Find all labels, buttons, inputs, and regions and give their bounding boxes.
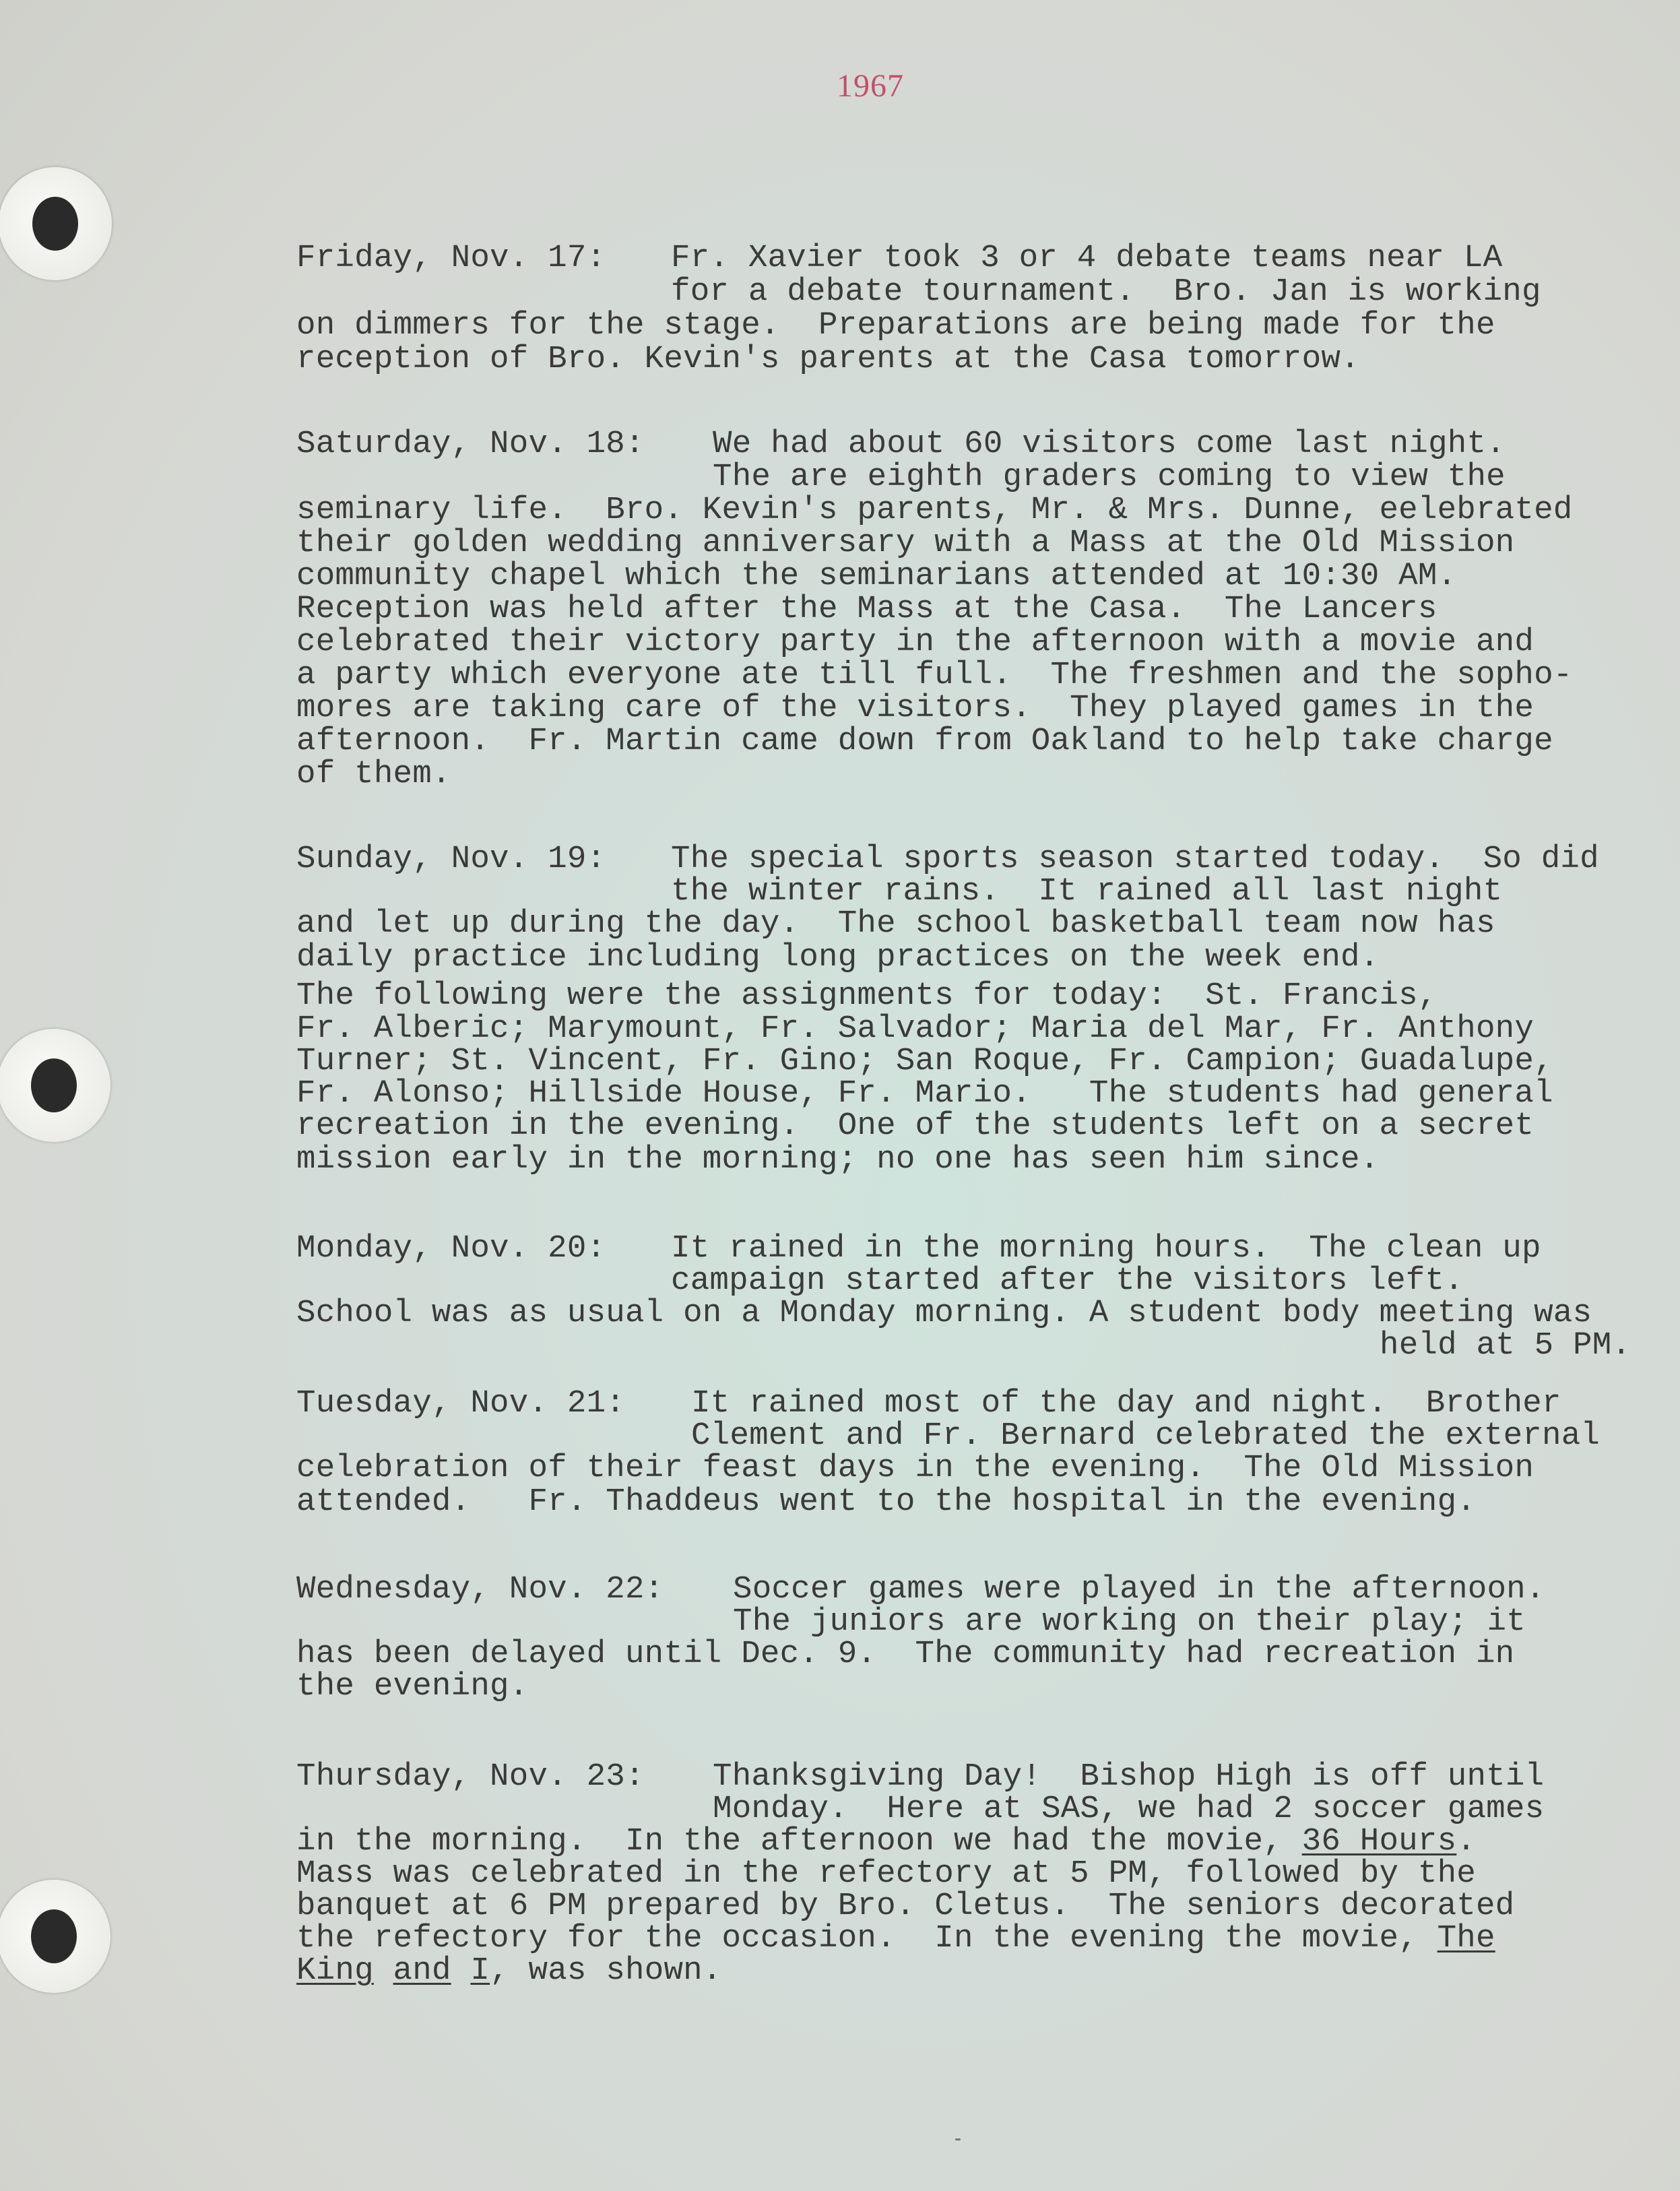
year-heading: 1967	[837, 68, 904, 104]
entry-body-line: of them.	[296, 756, 451, 792]
entry-body-line: in the morning. In the afternoon we had the movie, 36 Hours.	[296, 1823, 1477, 1860]
movie-title-word: The	[1437, 1920, 1495, 1957]
entry-first-line: We had about 60 visitors come last night.	[713, 426, 1506, 462]
entry-body-line: a party which everyone ate till full. The freshmen and the sopho-	[296, 657, 1573, 693]
entry-body-line: daily practice including long practices on the week end.	[296, 939, 1380, 976]
entry-second-line: The are eighth graders coming to view the	[713, 459, 1506, 495]
entry-date: Thursday, Nov. 23:	[296, 1758, 645, 1795]
entry-body-line: banquet at 6 PM prepared by Bro. Cletus. The seniors decorated	[296, 1888, 1515, 1924]
entry-body-line: reception of Bro. Kevin's parents at the Casa tomorrow.	[296, 341, 1360, 377]
binder-hole-top	[0, 167, 112, 280]
binder-hole-middle	[0, 1029, 110, 1142]
entry-second-line: The juniors are working on their play; it	[733, 1603, 1526, 1640]
entry-date: Friday, Nov. 17:	[296, 240, 606, 276]
entry-date: Wednesday, Nov. 22:	[296, 1571, 664, 1608]
entry-body-line: the evening.	[296, 1668, 529, 1705]
entry-body-line: The following were the assignments for today: St. Francis,	[296, 978, 1437, 1014]
entry-body-line: recreation in the evening. One of the students left on a secret	[296, 1108, 1534, 1144]
entry-second-line: the winter rains. It rained all last night	[671, 873, 1503, 910]
entry-body-line	[296, 1922, 1495, 1955]
entry-date: Tuesday, Nov. 21:	[296, 1385, 625, 1422]
entry-body-text: the refectory for the occasion. In the evening the movie,	[296, 1920, 1418, 1957]
movie-title-36-hours: 36 Hours	[1301, 1823, 1457, 1860]
entry-body-line: and let up during the day. The school basketball team now has	[296, 906, 1495, 942]
entry-first-line: It rained in the morning hours. The clean up	[671, 1230, 1541, 1267]
entry-body-line: School was as usual on a Monday morning. A student body meeting was	[296, 1295, 1592, 1331]
entry-body-line: Fr. Alberic; Marymount, Fr. Salvador; Maria del Mar, Fr. Anthony	[296, 1011, 1534, 1047]
entry-body-line: celebrated their victory party in the afternoon with a movie and	[296, 624, 1534, 660]
entry-body-line: Mass was celebrated in the refectory at 5 PM, followed by the	[296, 1855, 1476, 1892]
entry-first-line: Fr. Xavier took 3 or 4 debate teams near LA	[671, 240, 1503, 276]
entry-body-line: attended. Fr. Thaddeus went to the hospital in the evening.	[296, 1484, 1476, 1520]
entry-body-line: Turner; St. Vincent, Fr. Gino; San Roque, Fr. Campion; Guadalupe,	[296, 1043, 1553, 1079]
movie-title-word: and	[393, 1952, 451, 1989]
entry-body-text: in the morning. In the afternoon we had the movie,	[296, 1823, 1283, 1860]
entry-second-line: for a debate tournament. Bro. Jan is working	[671, 274, 1541, 310]
entry-first-line: Soccer games were played in the afternoon.	[733, 1571, 1545, 1608]
entry-date: Monday, Nov. 20:	[296, 1230, 606, 1267]
movie-title-word: I	[470, 1952, 490, 1989]
movie-title-word: King	[296, 1952, 374, 1989]
entry-body-tail: , was shown.	[490, 1952, 722, 1989]
entry-body-line: mores are taking care of the visitors. They played games in the	[296, 690, 1534, 726]
entry-body-line: seminary life. Bro. Kevin's parents, Mr. & Mrs. Dunne, eelebrated	[296, 492, 1573, 528]
entry-body-line: Fr. Alonso; Hillside House, Fr. Mario. The students had general	[296, 1075, 1553, 1112]
entry-body-line: Reception was held after the Mass at the Casa. The Lancers	[296, 591, 1437, 627]
entry-body-line: celebration of their feast days in the evening. The Old Mission	[296, 1450, 1534, 1486]
entry-body-line: afternoon. Fr. Martin came down from Oakland to help take charge	[296, 723, 1553, 759]
entry-body-line	[296, 1954, 722, 1988]
entry-body-line: mission early in the morning; no one has seen him since.	[296, 1141, 1380, 1178]
entry-date: Saturday, Nov. 18:	[296, 426, 645, 462]
entry-first-line: Thanksgiving Day! Bishop High is off until	[713, 1758, 1545, 1795]
binder-hole-bottom	[0, 1880, 110, 1993]
entry-first-line: It rained most of the day and night. Brother	[691, 1385, 1561, 1422]
paper-speck	[955, 2138, 961, 2140]
entry-first-line: The special sports season started today. So did	[671, 841, 1599, 877]
entry-body-line: community chapel which the seminarians attended at 10:30 AM.	[296, 558, 1457, 594]
entry-body-line: has been delayed until Dec. 9. The community had recreation in	[296, 1636, 1515, 1672]
entry-date: Sunday, Nov. 19:	[296, 841, 606, 877]
entry-body-line: their golden wedding anniversary with a Mass at the Old Mission	[296, 525, 1515, 561]
entry-body-line: held at 5 PM.	[1380, 1327, 1631, 1364]
entry-body-line: on dimmers for the stage. Preparations are being made for the	[296, 307, 1495, 344]
entry-second-line: Clement and Fr. Bernard celebrated the external	[691, 1418, 1601, 1454]
entry-second-line: Monday. Here at SAS, we had 2 soccer games	[713, 1791, 1545, 1827]
entry-second-line: campaign started after the visitors left.	[671, 1263, 1464, 1299]
